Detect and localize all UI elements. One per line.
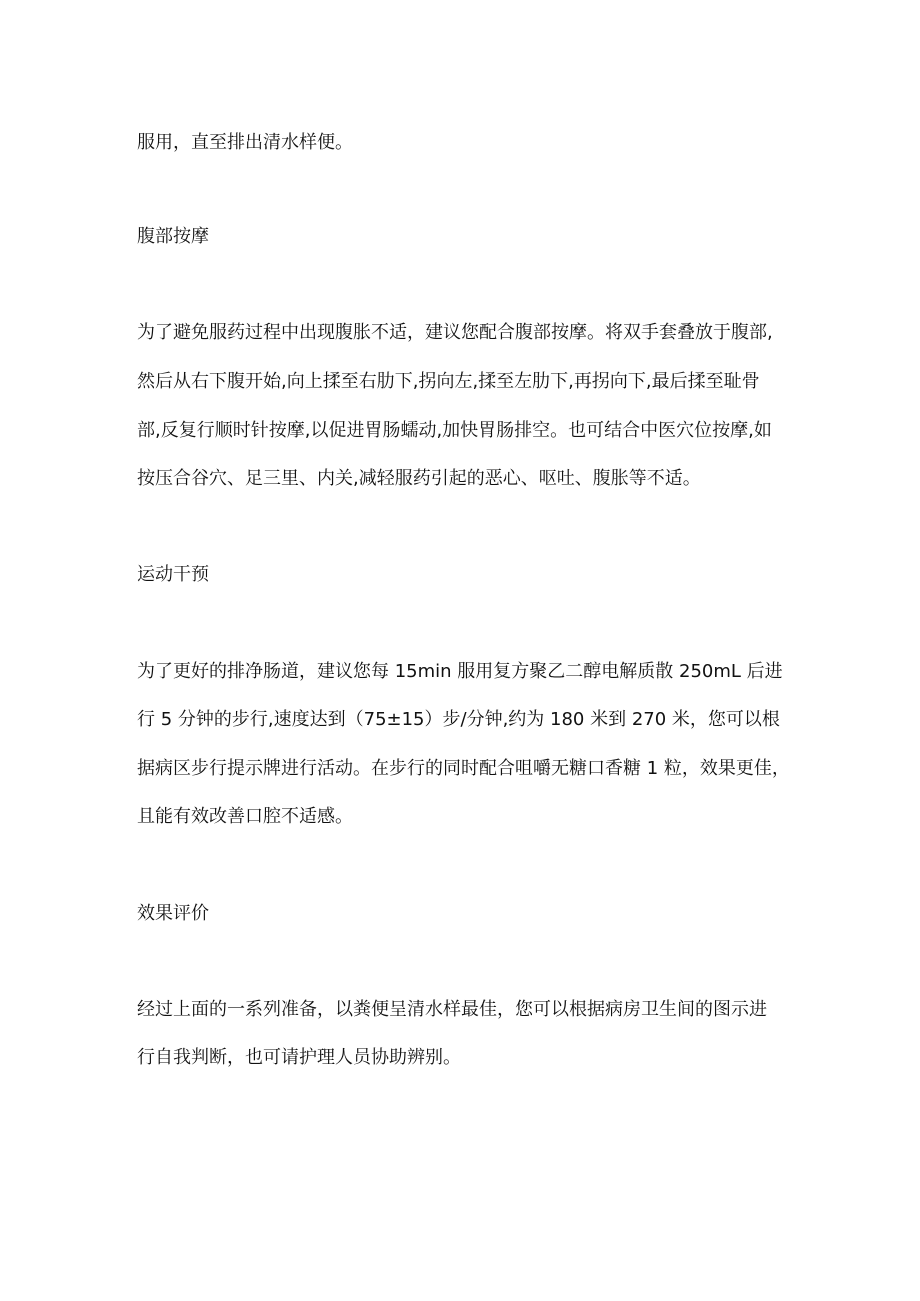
paragraph-line: 且能有效改善口腔不适感。 bbox=[137, 806, 353, 827]
paragraph-line: 部,反复行顺时针按摩,以促进胃肠蠕动,加快胃肠排空。也可结合中医穴位按摩,如 bbox=[137, 420, 772, 441]
paragraph-line: 行 5 分钟的步行,速度达到（75±15）步/分钟,约为 180 米到 270 米，您可以根 bbox=[137, 709, 780, 730]
section-heading-exercise: 运动干预 bbox=[137, 564, 209, 585]
paragraph-line: 按压合谷穴、足三里、内关,减轻服药引起的恶心、呕吐、腹胀等不适。 bbox=[137, 468, 701, 489]
paragraph-line: 然后从右下腹开始,向上揉至右肋下,拐向左,揉至左肋下,再拐向下,最后揉至耻骨 bbox=[137, 371, 760, 392]
paragraph-line: 为了更好的排净肠道，建议您每 15min 服用复方聚乙二醇电解质散 250mL 后进 bbox=[137, 661, 783, 682]
paragraph-line: 经过上面的一系列准备，以粪便呈清水样最佳，您可以根据病房卫生间的图示进 bbox=[137, 999, 767, 1020]
section-heading-evaluation: 效果评价 bbox=[137, 903, 209, 924]
paragraph-line: 行自我判断，也可请护理人员协助辨别。 bbox=[137, 1047, 461, 1068]
paragraph-line: 据病区步行提示牌进行活动。在步行的同时配合咀嚼无糖口香糖 1 粒，效果更佳， bbox=[137, 758, 790, 779]
intro-paragraph-line: 服用，直至排出清水样便。 bbox=[137, 132, 353, 153]
section-heading-abdominal-massage: 腹部按摩 bbox=[137, 226, 209, 247]
paragraph-line: 为了避免服药过程中出现腹胀不适，建议您配合腹部按摩。将双手套叠放于腹部, bbox=[137, 322, 773, 343]
